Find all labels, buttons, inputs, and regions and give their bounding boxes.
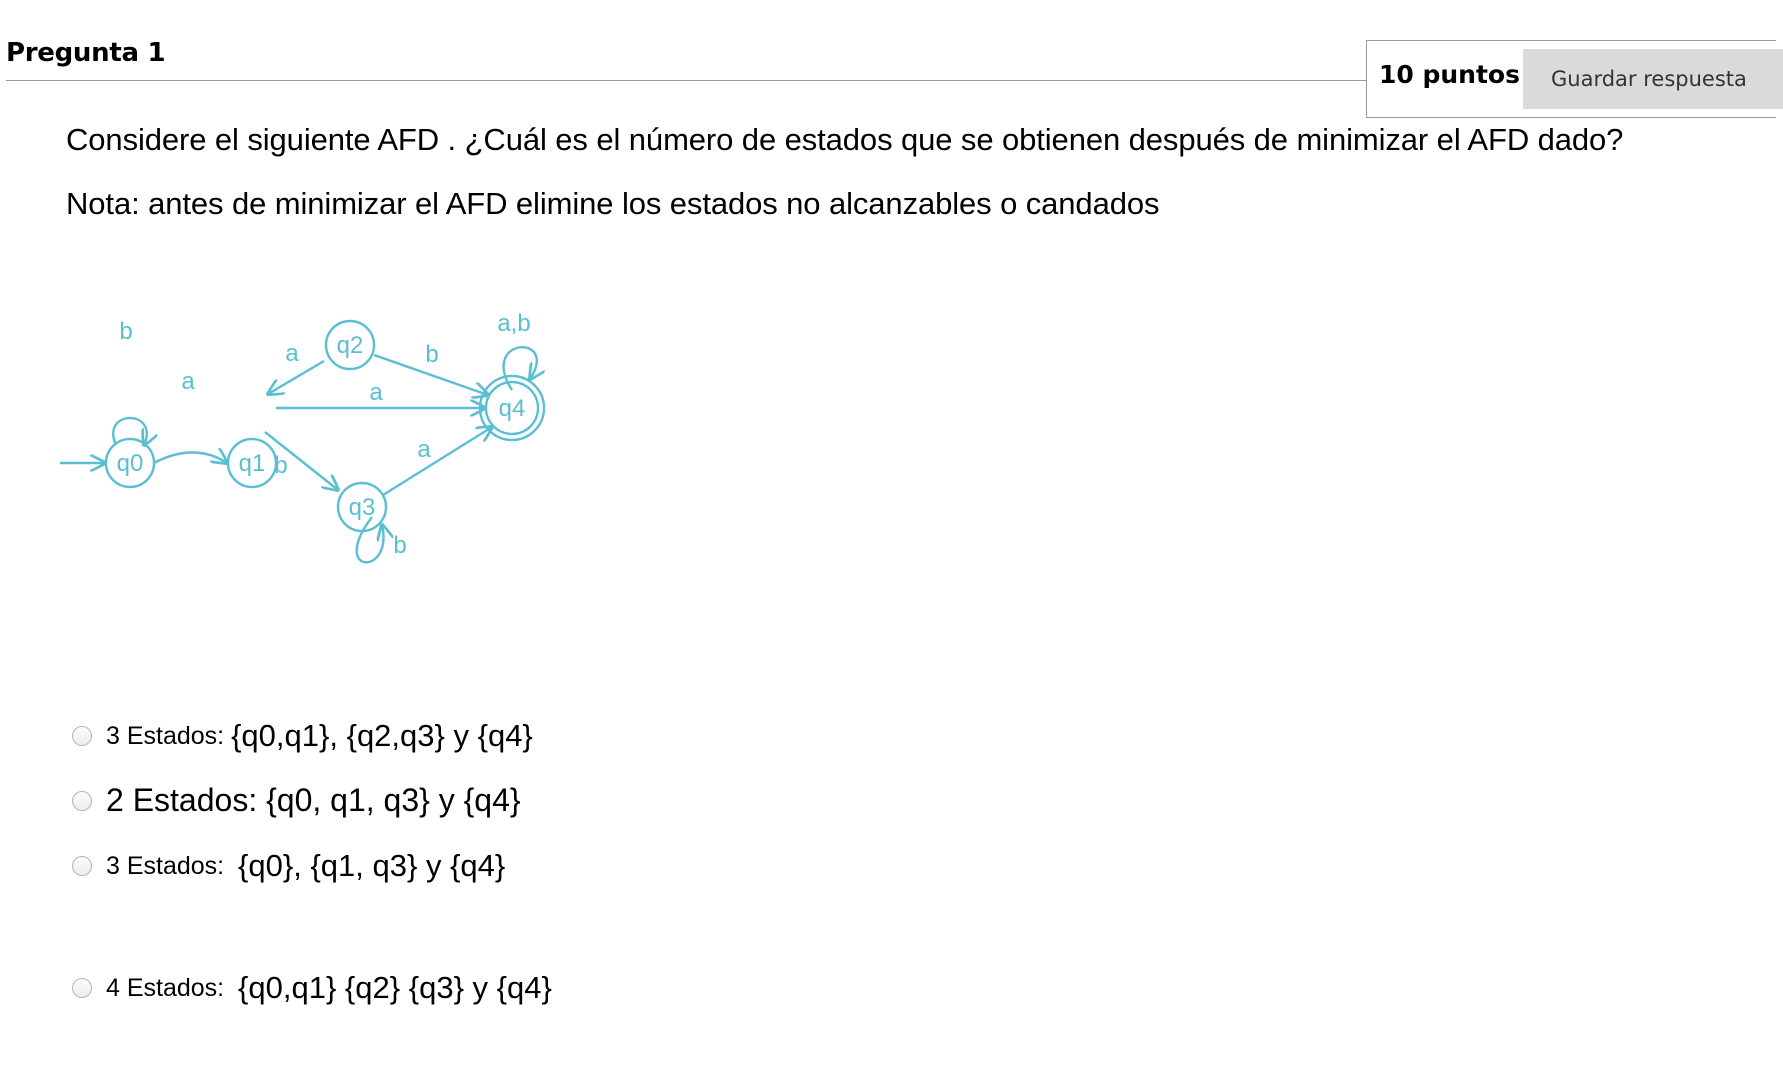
option-sets: {q0,q1} {q2} {q3} y {q4} [238, 970, 552, 1005]
answer-option[interactable] [72, 970, 552, 1006]
label-q0: q0 [116, 450, 144, 477]
label-q3-loop: b [393, 532, 407, 559]
label-q1: q1 [238, 450, 266, 477]
label-q0-q1: a [181, 368, 195, 395]
label-q4-loop: a,b [497, 310, 531, 337]
edge-q3-q4 [383, 427, 492, 495]
radio-button[interactable] [72, 856, 92, 876]
label-q3-q4: a [417, 436, 431, 463]
label-q0-loop: b [119, 318, 133, 345]
question-note: Nota: antes de minimizar el AFD elimine los estados no alcanzables o candados [66, 186, 1160, 221]
radio-button[interactable] [72, 791, 92, 811]
label-q1-q4: a [369, 379, 383, 406]
option-prefix: 4 Estados: [106, 973, 239, 1002]
label-q1-q2: a [285, 340, 299, 367]
option-prefix: 3 Estados: [106, 721, 232, 750]
radio-button[interactable] [72, 978, 92, 998]
dfa-diagram [60, 310, 620, 645]
option-text: 2 Estados: {q0, q1, q3} y {q4} [106, 782, 521, 818]
header-divider [6, 80, 1368, 81]
label-q1-q3: b [274, 452, 288, 479]
option-prefix: 3 Estados: [106, 851, 239, 880]
points-label: 10 puntos [1379, 60, 1520, 89]
score-panel [1366, 40, 1776, 118]
option-sets: {q0,q1}, {q2,q3} y {q4} [231, 718, 533, 753]
answer-option[interactable] [72, 718, 533, 754]
answer-option[interactable] [72, 782, 521, 819]
option-sets: {q0}, {q1, q3} y {q4} [238, 848, 506, 883]
label-q3: q3 [348, 494, 376, 521]
label-q2-q4: b [425, 341, 439, 368]
save-answer-button[interactable]: Guardar respuesta [1523, 49, 1783, 109]
label-q4: q4 [498, 395, 526, 422]
radio-button[interactable] [72, 726, 92, 746]
label-q2: q2 [336, 332, 364, 359]
question-title: Pregunta 1 [6, 38, 166, 68]
answer-option[interactable] [72, 848, 505, 884]
question-prompt: Considere el siguiente AFD . ¿Cuál es el número de estados que se obtienen después de minimizar el AFD dado? [66, 122, 1624, 157]
edge-q0-q1 [154, 453, 227, 464]
